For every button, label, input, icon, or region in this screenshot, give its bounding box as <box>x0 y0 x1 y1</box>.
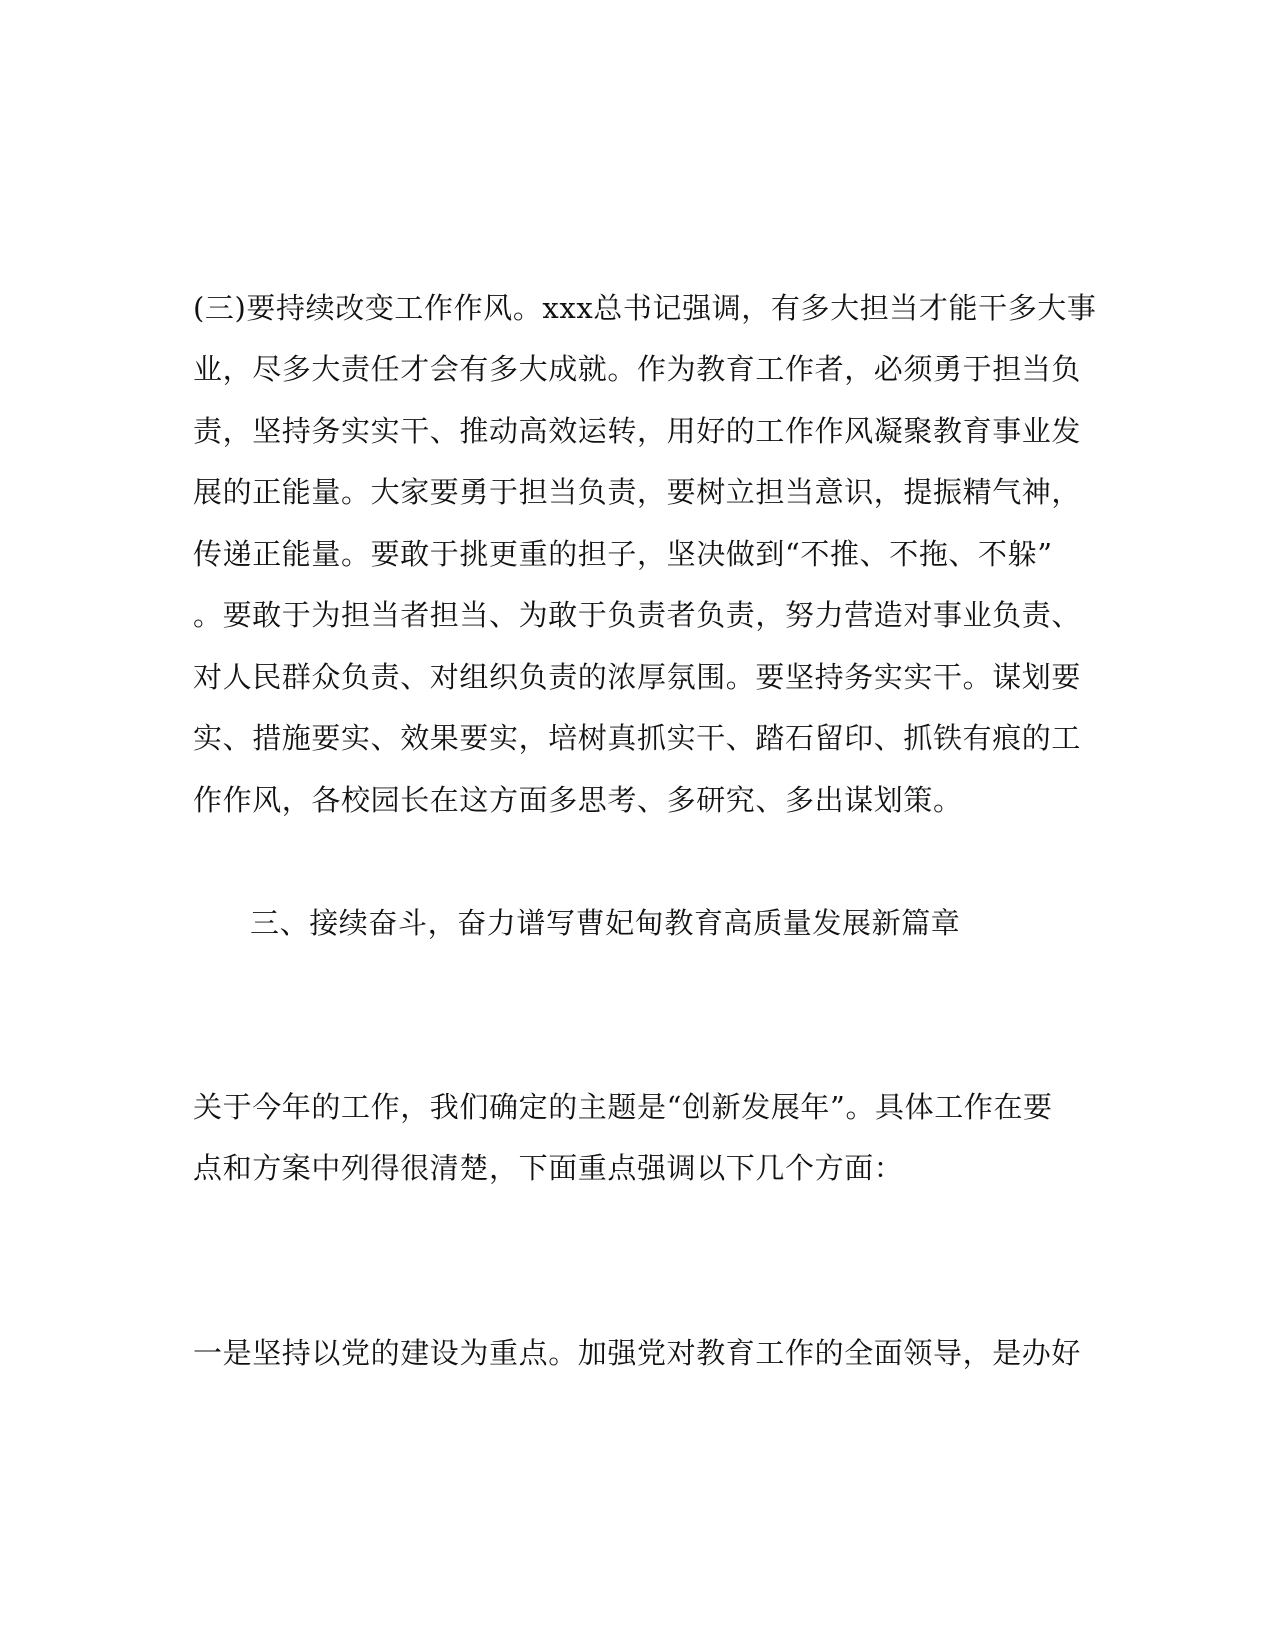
paragraph-line: 传递正能量。要敢于挑更重的担子，坚决做到“不推、不拖、不躲” <box>193 537 1053 571</box>
paragraph-line: 实、措施要实、效果要实，培树真抓实干、踏石留印、抓铁有痕的工 <box>193 721 1082 755</box>
paragraph-line: 作作风，各校园长在这方面多思考、多研究、多出谋划策。 <box>193 783 963 817</box>
paragraph-line: (三)要持续改变工作作风。xxx总书记强调，有多大担当才能干多大事 <box>193 291 1097 325</box>
paragraph-line: 责，坚持务实实干、推动高效运转，用好的工作作风凝聚教育事业发 <box>193 414 1082 448</box>
paragraph-line: 展的正能量。大家要勇于担当负责，要树立担当意识，提振精气神， <box>193 475 1082 509</box>
paragraph-line: 关于今年的工作，我们确定的主题是“创新发展年”。具体工作在要 <box>193 1090 1053 1124</box>
section-heading: 三、接续奋斗，奋力谱写曹妃甸教育高质量发展新篇章 <box>250 906 961 940</box>
paragraph-line: 点和方案中列得很清楚，下面重点强调以下几个方面： <box>193 1151 904 1185</box>
paragraph-line: 一是坚持以党的建设为重点。加强党对教育工作的全面领导，是办好 <box>193 1336 1082 1370</box>
paragraph-line: 。要敢于为担当者担当、为敢于负责者负责，努力营造对事业负责、 <box>193 598 1082 632</box>
paragraph-line: 对人民群众负责、对组织负责的浓厚氛围。要坚持务实实干。谋划要 <box>193 660 1082 694</box>
paragraph-line: 业，尽多大责任才会有多大成就。作为教育工作者，必须勇于担当负 <box>193 352 1082 386</box>
